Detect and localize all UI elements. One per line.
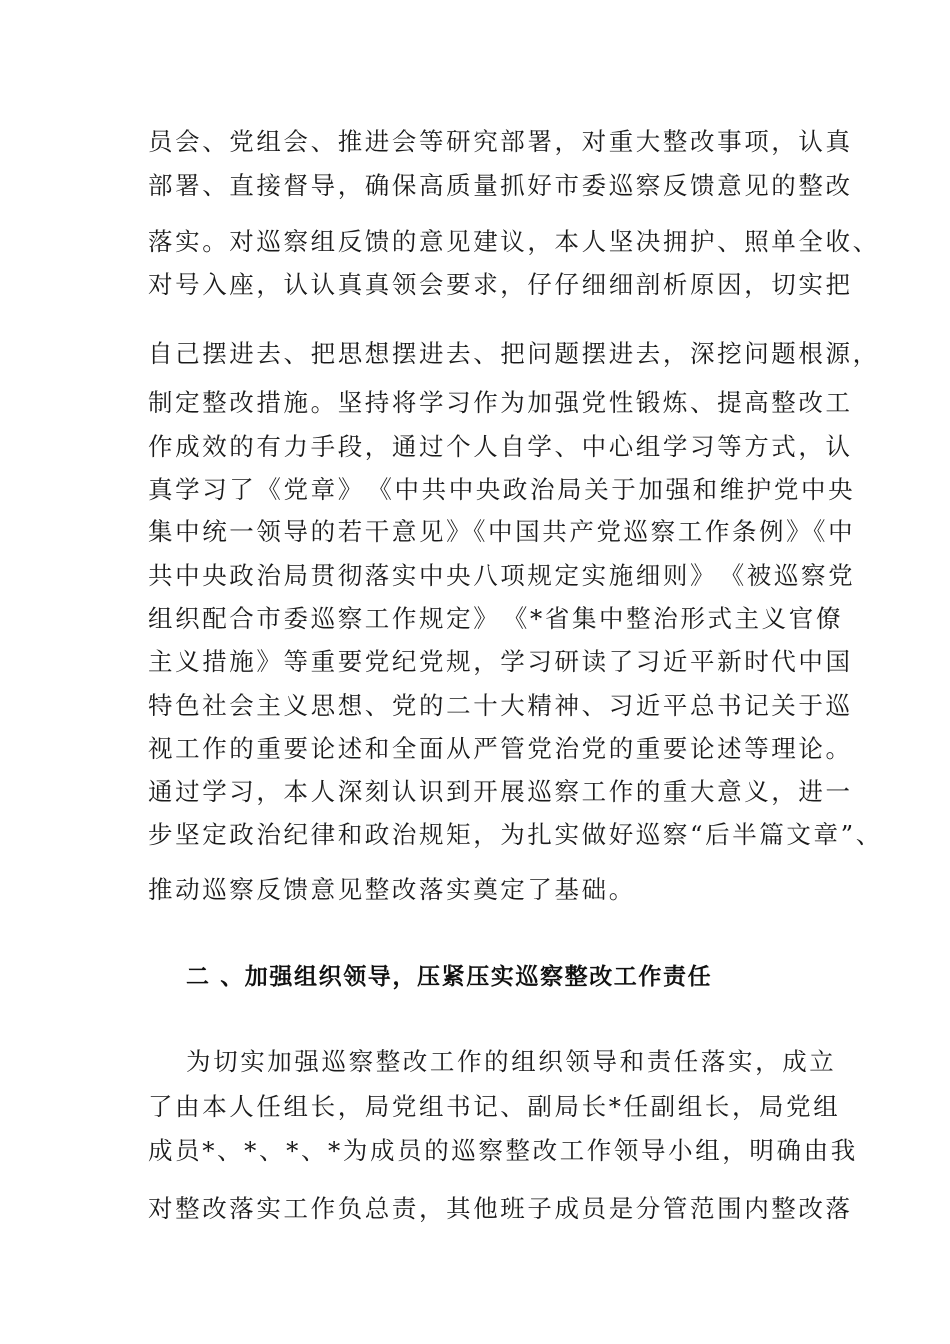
paragraph-line: 步坚定政治纪律和政治规矩，为扎实做好巡察“后半篇文章”、 <box>148 820 883 849</box>
paragraph-line: 组织配合市委巡察工作规定》 《*省集中整治形式主义官僚 <box>148 604 843 633</box>
section-heading: 二 、加强组织领导，压紧压实巡察整改工作责任 <box>186 964 713 990</box>
paragraph-line: 自己摆进去、把思想摆进去、把问题摆进去，深挖问题根源， <box>148 339 880 368</box>
paragraph-line: 员会、党组会、推进会等研究部署，对重大整改事项，认真 <box>148 127 853 156</box>
paragraph-line: 视工作的重要论述和全面从严管党治党的重要论述等理论。 <box>148 734 853 763</box>
paragraph-line: 真学习了《党章》 《中共中央政治局关于加强和维护党中央 <box>148 475 856 504</box>
paragraph-line: 制定整改措施。坚持将学习作为加强党性锻炼、提高整改工 <box>148 388 853 417</box>
paragraph-line: 共中央政治局贯彻落实中央八项规定实施细则》 《被巡察党 <box>148 561 856 590</box>
paragraph-line: 对整改落实工作负总责，其他班子成员是分管范围内整改落 <box>148 1194 853 1223</box>
paragraph-line: 部署、直接督导，确保高质量抓好市委巡察反馈意见的整改 <box>148 171 853 200</box>
paragraph-line: 为切实加强巡察整改工作的组织领导和责任落实，成立 <box>186 1047 837 1076</box>
paragraph-line: 落实。对巡察组反馈的意见建议，本人坚决拥护、照单全收、 <box>148 227 880 256</box>
paragraph-line: 了由本人任组长，局党组书记、副局长*任副组长，局党组 <box>148 1092 841 1121</box>
paragraph-line: 作成效的有力手段，通过个人自学、中心组学习等方式，认 <box>148 432 853 461</box>
paragraph-line: 对号入座，认认真真领会要求，仔仔细细剖析原因，切实把 <box>148 270 853 299</box>
paragraph-line: 推动巡察反馈意见整改落实奠定了基础。 <box>148 875 636 904</box>
paragraph-line: 通过学习，本人深刻认识到开展巡察工作的重大意义，进一 <box>148 777 853 806</box>
paragraph-line: 成员*、*、*、*为成员的巡察整改工作领导小组，明确由我 <box>148 1136 858 1165</box>
paragraph-line: 集中统一领导的若干意见》《中国共产党巡察工作条例》《中 <box>148 517 856 546</box>
paragraph-line: 主义措施》等重要党纪党规，学习研读了习近平新时代中国 <box>148 647 853 676</box>
paragraph-line: 特色社会主义思想、党的二十大精神、习近平总书记关于巡 <box>148 691 853 720</box>
